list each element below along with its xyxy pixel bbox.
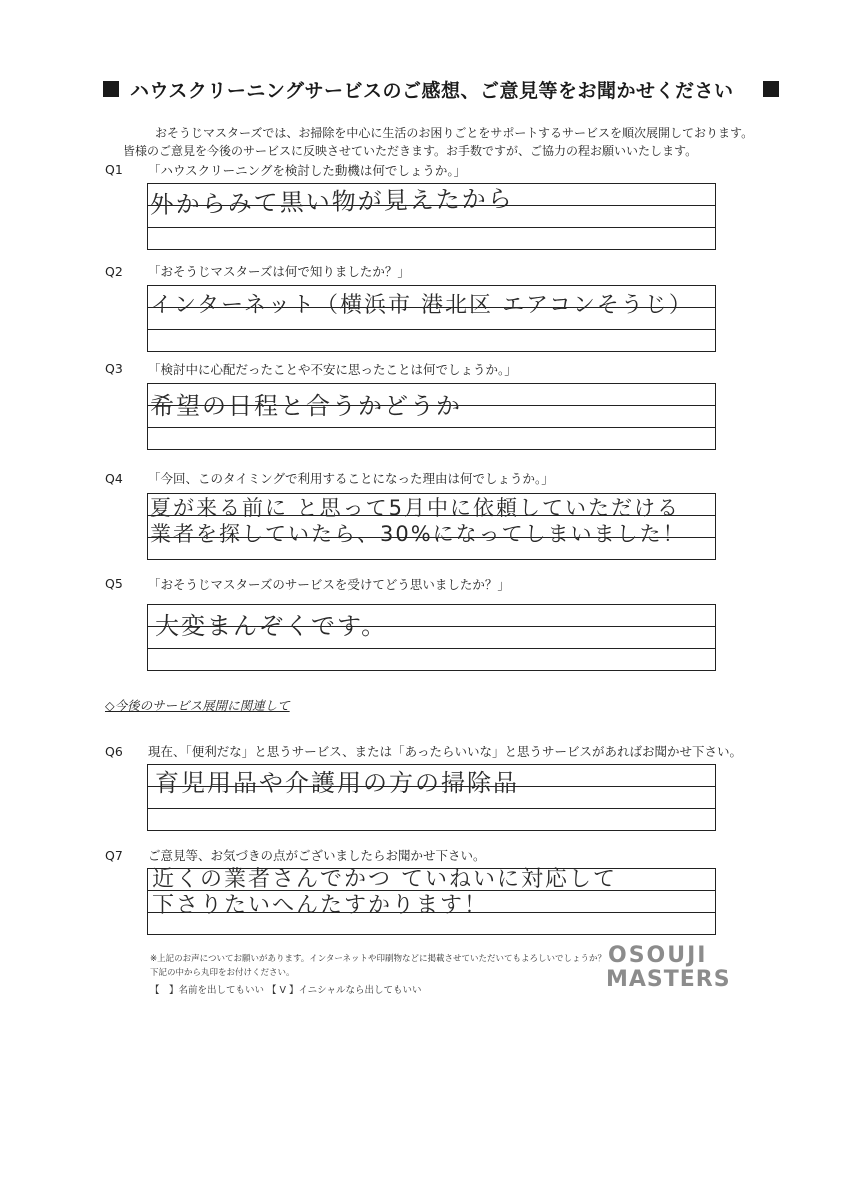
answer-handwriting: 近くの業者さんでかつ ていねいに対応して — [152, 867, 617, 892]
question-text: ご意見等、お気づきの点がございましたらお聞かせ下さい。 — [148, 848, 486, 863]
section-heading: ◇今後のサービス展開に関連して — [105, 698, 290, 713]
question-label: Q2 — [105, 264, 123, 279]
title-square-left-icon — [103, 81, 119, 97]
intro-line-1: おそうじマスターズでは、お掃除を中心に生活のお困りごとをサポートするサービスを順次展開しております。 — [155, 126, 754, 140]
title-row — [0, 78, 848, 108]
question-label: Q6 — [105, 744, 123, 759]
answer-handwriting: 外からみて黒い物が見えたから — [149, 184, 514, 220]
question-text: 「検討中に心配だったことや不安に思ったことは何でしょうか。」 — [148, 362, 517, 377]
question-text: 「おそうじマスターズは何で知りましたか？」 — [148, 264, 410, 279]
question-label: Q4 — [105, 471, 123, 486]
page-title: ハウスクリーニングサービスのご感想、ご意見等をお聞かせください — [130, 80, 734, 102]
answer-handwriting: インターネット（横浜市 港北区 エアコンそうじ） — [150, 293, 693, 318]
answer-handwriting: 夏が来る前に と思って5月中に依頼していただける — [150, 496, 681, 520]
question-text: 現在、「便利だな」と思うサービス、または「あったらいいな」と思うサービスがあればお聞かせ下さい。 — [148, 744, 743, 759]
answer-handwriting: 業者を探していたら、30%になってしまいました！ — [150, 522, 686, 546]
question-text: 「ハウスクリーニングを検討した動機は何でしょうか。」 — [148, 163, 467, 178]
answer-handwriting: 大変まんぞくです。 — [155, 612, 388, 640]
question-label: Q5 — [105, 576, 123, 591]
footnote-line-2: 下記の中から丸印をお付けください。 — [150, 968, 295, 978]
footnote-line-3: 【 】名前を出してもいい 【 V 】イニシャルなら出してもいい — [150, 985, 422, 996]
osouji-masters-logo — [606, 943, 731, 993]
answer-handwriting: 希望の日程と合うかどうか — [150, 392, 462, 420]
question-text: 「今回、このタイミングで利用することになった理由は何でしょうか。」 — [148, 471, 554, 486]
footnote-line-1: ※上記のお声についてお願いがあります。インターネットや印刷物などに掲載させていただいてもよろしいでしょうか？ — [150, 954, 607, 964]
question-text: 「おそうじマスターズのサービスを受けてどう思いましたか？」 — [148, 577, 510, 592]
logo-line-2: MASTERS — [606, 967, 731, 992]
question-label: Q3 — [105, 361, 123, 376]
question-label: Q1 — [105, 162, 123, 177]
question-label: Q7 — [105, 848, 123, 863]
title-square-right-icon — [763, 81, 779, 97]
answer-handwriting: 下さりたいへんたすかります！ — [152, 893, 489, 918]
answer-handwriting: 育児用品や介護用の方の掃除品 — [155, 769, 519, 797]
logo-line-1: OSOUJI — [608, 943, 708, 968]
intro-line-2: 皆様のご意見を今後のサービスに反映させていただきます。お手数ですが、ご協力の程お願いいたします。 — [123, 144, 698, 158]
